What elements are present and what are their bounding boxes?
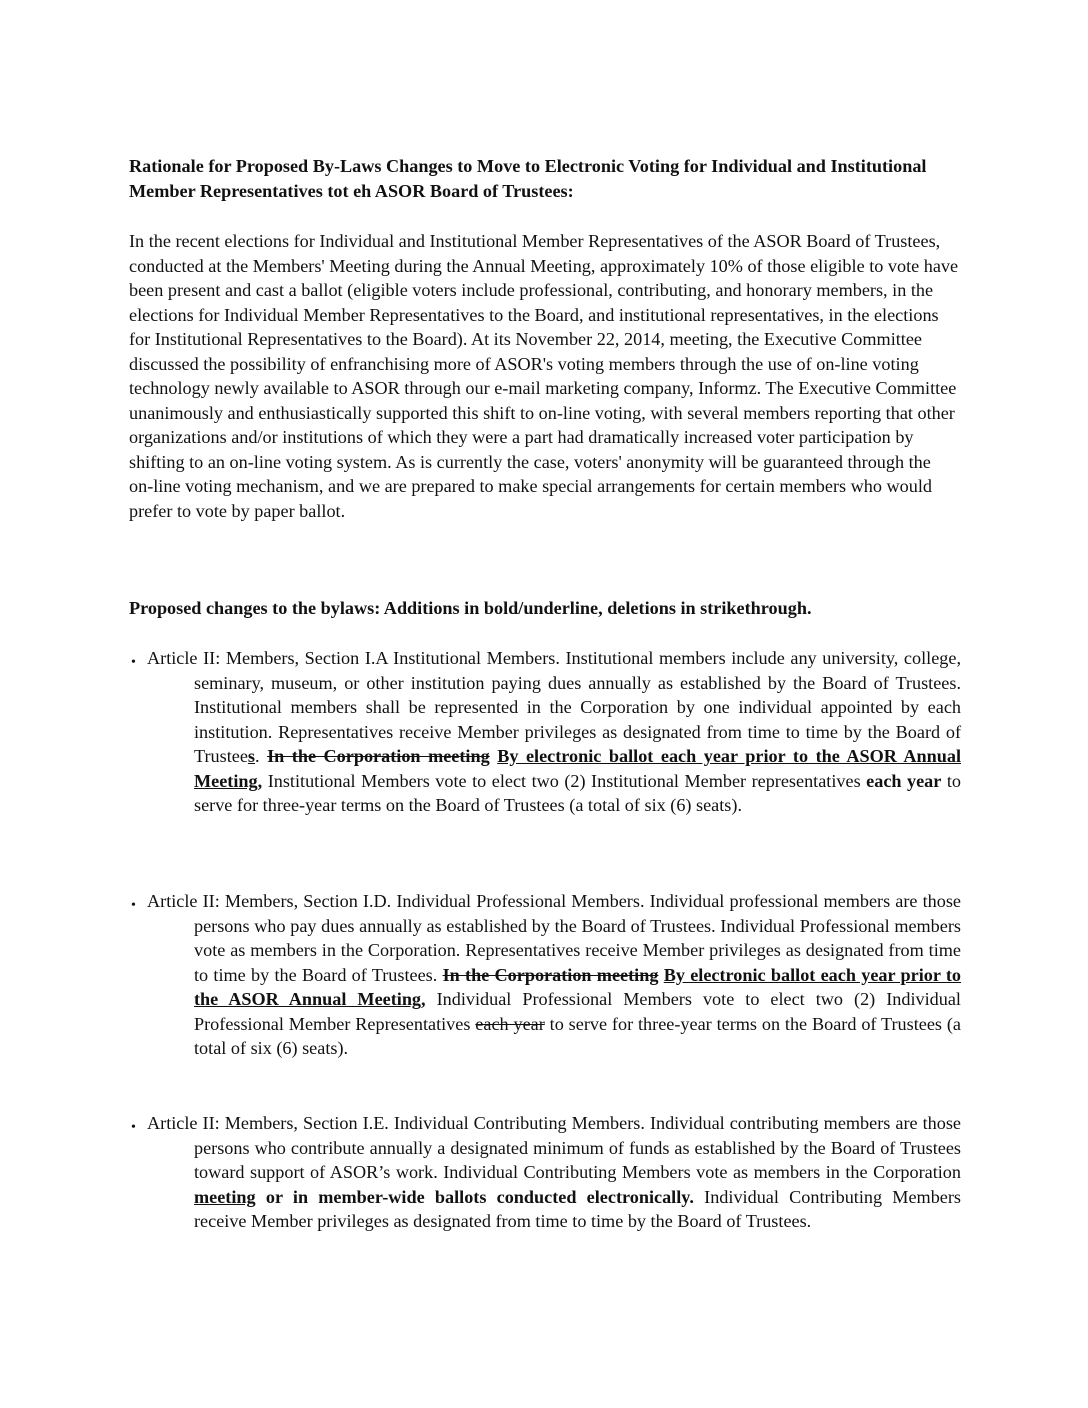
deletion-text: each year xyxy=(475,1013,545,1034)
text-run: Individual Contributing Members receive Member privileges as designated from time to time by the Board of Trustees. xyxy=(194,1186,961,1231)
addition-text: By electronic ballot each year prior to the ASOR Annual Meeting, xyxy=(194,746,962,791)
article-text xyxy=(129,889,961,1061)
addition-text: s xyxy=(247,746,255,766)
deletion-text: In the Corporation meeting xyxy=(442,964,659,985)
article-individual-professional-members xyxy=(129,889,961,1061)
text-run: Article II: Members, Section I.E. Individual Contributing Members. Individual contributing members are those persons who contribute annually a designated minimum of funds as established by the Board of Trustees toward support of ASOR’s work. Individual Contributing Members vote as members in the Corporation xyxy=(147,1113,961,1182)
text-run: . xyxy=(254,746,268,766)
bullet-icon: • xyxy=(131,1120,136,1135)
addition-text: By electronic ballot each year prior to the ASOR Annual Meeting, xyxy=(194,964,962,1009)
text-run: Institutional Members vote to elect two (2) Institutional Member representatives xyxy=(262,770,867,791)
intro-paragraph: In the recent elections for Individual and Institutional Member Representatives of the ASOR Board of Trustees, conducted at the Members' Meeting during the Annual Meeting, approximately 10% of those eligible to vote have been present and cast a ballot (eligible voters include professional, contributing, and honorary members, in the elections for Individual Member Representatives to the Board, and institutional representatives, in the elections for Institutional Representatives to the Board). At its November 22, 2014, meeting, the Executive Committee discussed the possibility of enfranchising more of ASOR's voting members through the use of on-line voting technology newly available to ASOR through our e-mail marketing company, Informz. The Executive Committee unanimously and enthusiastically supported this shift to on-line voting, with several members reporting that other organizations and/or institutions of which they were a part had dramatically increased voter participation by shifting to an on-line voting system. As is currently the case, voters' anonymity will be guaranteed through the on-line voting mechanism, and we are prepared to make special arrangements for certain members who would prefer to vote by paper ballot. xyxy=(129,231,959,521)
text-run: to serve for three-year terms on the Board of Trustees (a total of six (6) seats). xyxy=(194,1013,961,1058)
proposed-changes-heading: Proposed changes to the bylaws: Additions in bold/underline, deletions in strikethrough. xyxy=(129,598,812,618)
text-run: Article II: Members, Section I.A Institutional Members. Institutional members include any university, college, seminary, museum, or other institution paying dues annually as established by the Board of Trustees. Institutional members shall be represented in the Corporation by one individual appointed by each institution. Representatives receive Member privileges as designated from time to time by the Board of Trustee xyxy=(147,648,961,766)
article-text xyxy=(129,646,961,818)
bullet-icon: • xyxy=(131,655,136,670)
text-run xyxy=(256,1187,266,1207)
article-individual-contributing-members xyxy=(129,1111,961,1234)
text-run: Individual Professional Members vote to elect two (2) Individual Professional Member Representatives xyxy=(194,989,961,1034)
addition-text: meeting xyxy=(194,1186,256,1207)
text-run: to serve for three-year terms on the Board of Trustees (a total of six (6) seats). xyxy=(194,770,961,815)
deletion-text: In the Corporation meeting xyxy=(267,746,490,766)
document-title: Rationale for Proposed By-Laws Changes to Move to Electronic Voting for Individual and Institutional Member Representatives tot eh ASOR Board of Trustees: xyxy=(129,156,927,201)
bold-text: or in member-wide ballots conducted electronically. xyxy=(265,1186,694,1207)
article-institutional-members xyxy=(129,646,961,818)
bold-text: each year xyxy=(866,770,942,791)
bullet-icon: • xyxy=(131,898,136,913)
article-text xyxy=(129,1111,961,1234)
text-run: Article II: Members, Section I.D. Individual Professional Members. Individual professional members are those persons who pay dues annually as established by the Board of Trustees. Individual Professional members vote as members in the Corporation. Representatives receive Member privileges as designated from time to time by the Board of Trustees. xyxy=(147,891,961,985)
